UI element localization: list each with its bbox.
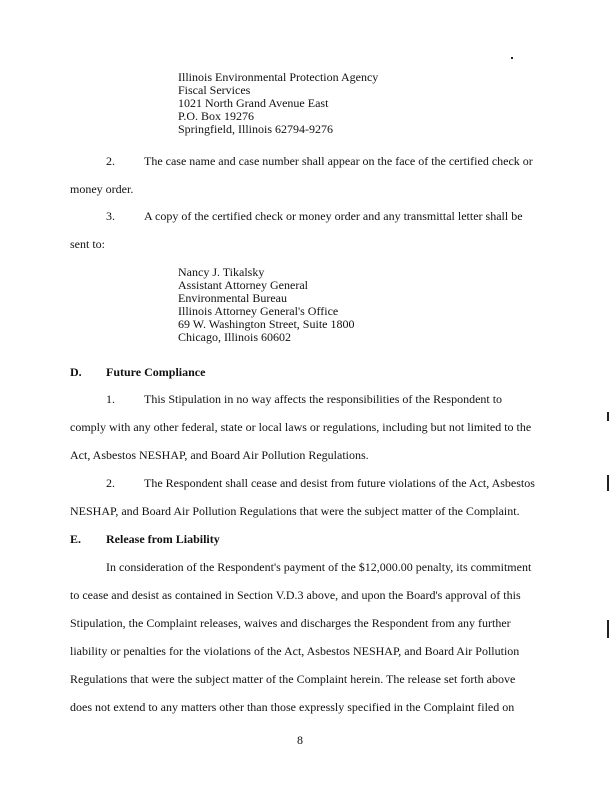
address-line: Nancy J. Tikalsky — [178, 265, 265, 279]
address-line: 1021 North Grand Avenue East — [178, 96, 329, 110]
paragraph-text: to cease and desist as contained in Section V.D.3 above, and upon the Board's approval of this — [70, 588, 521, 602]
paragraph-text: NESHAP, and Board Air Pollution Regulations that were the subject matter of the Complaint. — [70, 504, 520, 518]
page-number: 8 — [297, 733, 303, 747]
paragraph-number: 2. — [106, 476, 115, 490]
scan-mark — [607, 620, 609, 638]
paragraph-text: Regulations that were the subject matter of the Complaint herein. The release set forth above — [70, 672, 516, 686]
paragraph-text: Act, Asbestos NESHAP, and Board Air Pollution Regulations. — [70, 448, 369, 462]
address-line: Illinois Attorney General's Office — [178, 304, 339, 318]
paragraph-text: liability or penalties for the violations of the Act, Asbestos NESHAP, and Board Air Pollution — [70, 644, 520, 658]
address-line: Chicago, Illinois 60602 — [178, 330, 291, 344]
address-line: Fiscal Services — [178, 83, 251, 97]
paragraph-number: 1. — [106, 392, 115, 406]
section-letter: D. — [70, 365, 82, 379]
paragraph-number: 3. — [106, 209, 115, 223]
paragraph-number: 2. — [106, 154, 115, 168]
attorney-address-block — [178, 266, 354, 344]
paragraph-text: money order. — [70, 182, 134, 196]
address-line: 69 W. Washington Street, Suite 1800 — [178, 317, 355, 331]
address-line: Assistant Attorney General — [178, 278, 308, 292]
paragraph-text: The case name and case number shall appear on the face of the certified check or — [144, 154, 533, 168]
paragraph-text: This Stipulation in no way affects the responsibilities of the Respondent to — [144, 392, 503, 406]
paragraph-text: The Respondent shall cease and desist from future violations of the Act, Asbestos — [144, 476, 535, 490]
address-line: Springfield, Illinois 62794-9276 — [178, 122, 333, 136]
paragraph-text: does not extend to any matters other than those expressly specified in the Complaint filed on — [70, 700, 515, 714]
paragraph-text: comply with any other federal, state or local laws or regulations, including but not limited to the — [70, 420, 532, 434]
scan-speck — [511, 57, 513, 59]
scan-mark — [607, 412, 609, 421]
section-heading: Future Compliance — [106, 365, 206, 379]
paragraph-text: Stipulation, the Complaint releases, waives and discharges the Respondent from any further — [70, 616, 511, 630]
section-letter: E. — [70, 532, 82, 546]
paragraph-text: A copy of the certified check or money order and any transmittal letter shall be — [144, 209, 523, 223]
section-heading: Release from Liability — [106, 532, 220, 546]
address-line: Illinois Environmental Protection Agency — [178, 70, 379, 84]
address-line: Environmental Bureau — [178, 291, 287, 305]
paragraph-text: In consideration of the Respondent's payment of the $12,000.00 penalty, its commitment — [106, 560, 532, 574]
agency-address-block — [178, 71, 378, 136]
address-line: P.O. Box 19276 — [178, 109, 255, 123]
paragraph-text: sent to: — [70, 237, 105, 251]
scan-mark — [607, 475, 609, 491]
